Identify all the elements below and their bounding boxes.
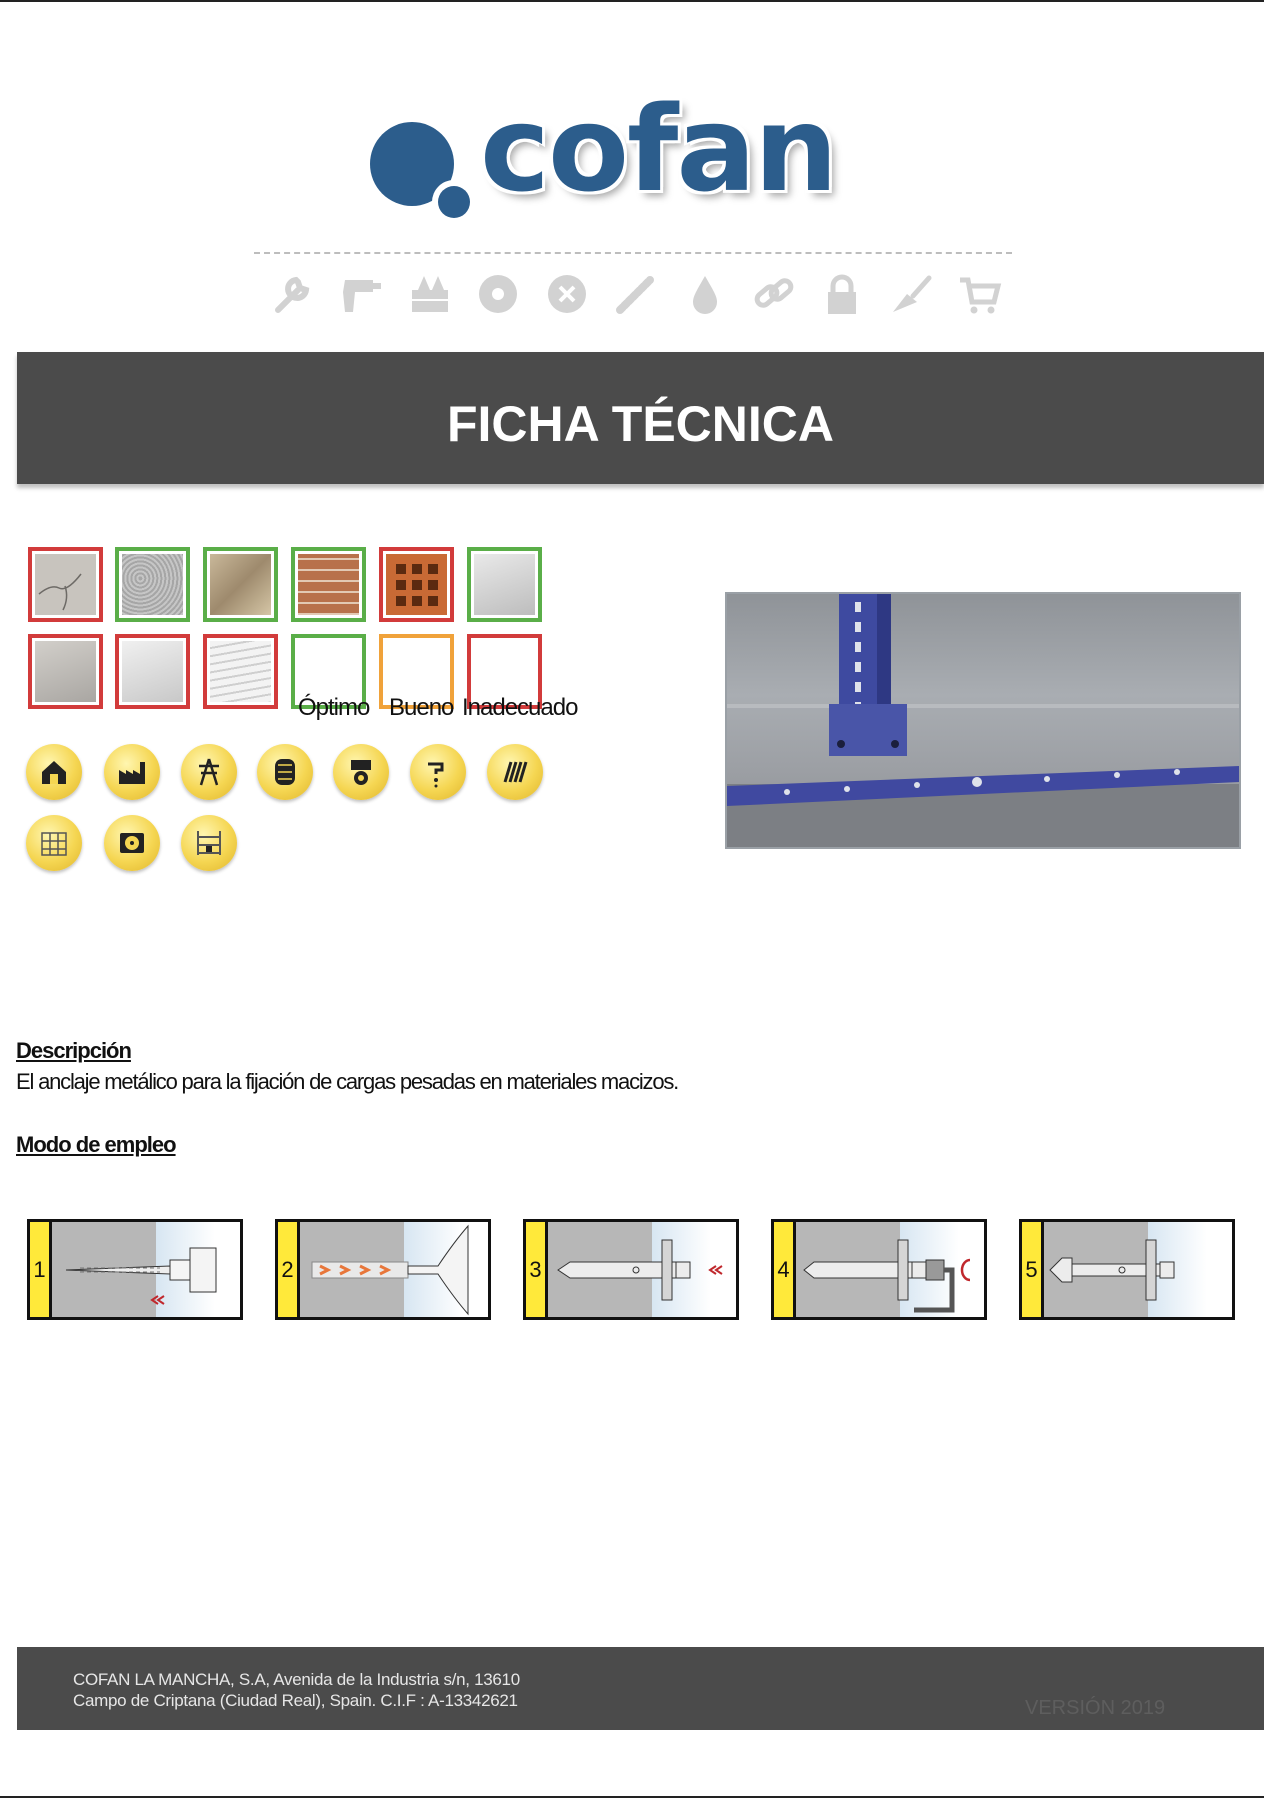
drilling-icon	[30, 1222, 240, 1317]
material-aerated-block	[115, 634, 190, 709]
wrench-icon	[266, 268, 318, 320]
tighten-anchor-icon	[774, 1222, 984, 1317]
step-number: 2	[278, 1222, 300, 1317]
grating-icon	[487, 744, 543, 800]
address-line-2: Campo de Criptana (Ciudad Real), Spain. C.I.F : A-13342621	[73, 1691, 518, 1710]
usage-step-2	[275, 1219, 491, 1320]
material-hollow-brick	[379, 547, 454, 622]
logo-divider	[254, 252, 1012, 254]
company-address	[73, 1669, 520, 1711]
material-hollow-block	[28, 634, 103, 709]
insert-anchor-icon	[526, 1222, 736, 1317]
air-conditioner-icon	[104, 815, 160, 871]
material-natural-stone	[203, 547, 278, 622]
usage-step-5	[1019, 1219, 1235, 1320]
power-line-icon	[181, 744, 237, 800]
logo-dot-icon	[360, 106, 490, 236]
product-photo	[725, 592, 1241, 849]
cart-icon	[954, 268, 1006, 320]
top-border-line	[0, 0, 1264, 2]
legend-optimo-label: Óptimo	[298, 694, 370, 721]
padlock-icon	[816, 268, 868, 320]
step-number: 3	[526, 1222, 548, 1317]
usage-step-3	[523, 1219, 739, 1320]
usage-step-1	[27, 1219, 243, 1320]
cofan-logo	[360, 80, 850, 228]
chain-link-icon	[748, 268, 800, 320]
address-line-1: COFAN LA MANCHA, S.A, Avenida de la Industria s/n, 13610	[73, 1670, 520, 1689]
material-cracked-concrete	[28, 547, 103, 622]
material-solid-brick	[291, 547, 366, 622]
trowel-icon	[885, 268, 937, 320]
step-number: 1	[30, 1222, 52, 1317]
material-concrete	[115, 547, 190, 622]
scaffold-icon	[26, 815, 82, 871]
machinery-icon	[333, 744, 389, 800]
tool-icons-row	[266, 268, 1006, 320]
legend-bueno-label: Bueno	[389, 694, 454, 721]
saw-disc-icon	[472, 268, 524, 320]
page-title: FICHA TÉCNICA	[446, 396, 834, 452]
cutting-disc-icon	[541, 268, 593, 320]
logo-wordmark: cofan	[480, 80, 836, 218]
drill-icon	[335, 268, 387, 320]
plumbing-tap-icon	[410, 744, 466, 800]
home-installation-icon	[26, 744, 82, 800]
screw-icon	[610, 268, 662, 320]
step-number: 5	[1022, 1222, 1044, 1317]
legend-inadecuado-label: Inadecuado	[462, 694, 578, 721]
version-label: VERSIÓN 2019	[1025, 1697, 1166, 1719]
rack-anchored-floor-image	[727, 594, 1239, 847]
usage-step-4	[771, 1219, 987, 1320]
description-heading: Descripción	[16, 1038, 131, 1063]
title-banner	[17, 352, 1264, 484]
blow-clean-icon	[278, 1222, 488, 1317]
drop-icon	[679, 268, 731, 320]
usage-heading: Modo de empleo	[16, 1132, 176, 1157]
shelving-icon	[181, 815, 237, 871]
description-text: El anclaje metálico para la fijación de cargas pesadas en materiales macizos.	[16, 1069, 679, 1094]
step-number: 4	[774, 1222, 796, 1317]
material-concrete-block	[467, 547, 542, 622]
fixed-anchor-icon	[1022, 1222, 1232, 1317]
material-plasterboard	[203, 634, 278, 709]
industry-icon	[104, 744, 160, 800]
footer-bar	[17, 1647, 1264, 1730]
tools-kit-icon	[404, 268, 456, 320]
tire-icon	[257, 744, 313, 800]
